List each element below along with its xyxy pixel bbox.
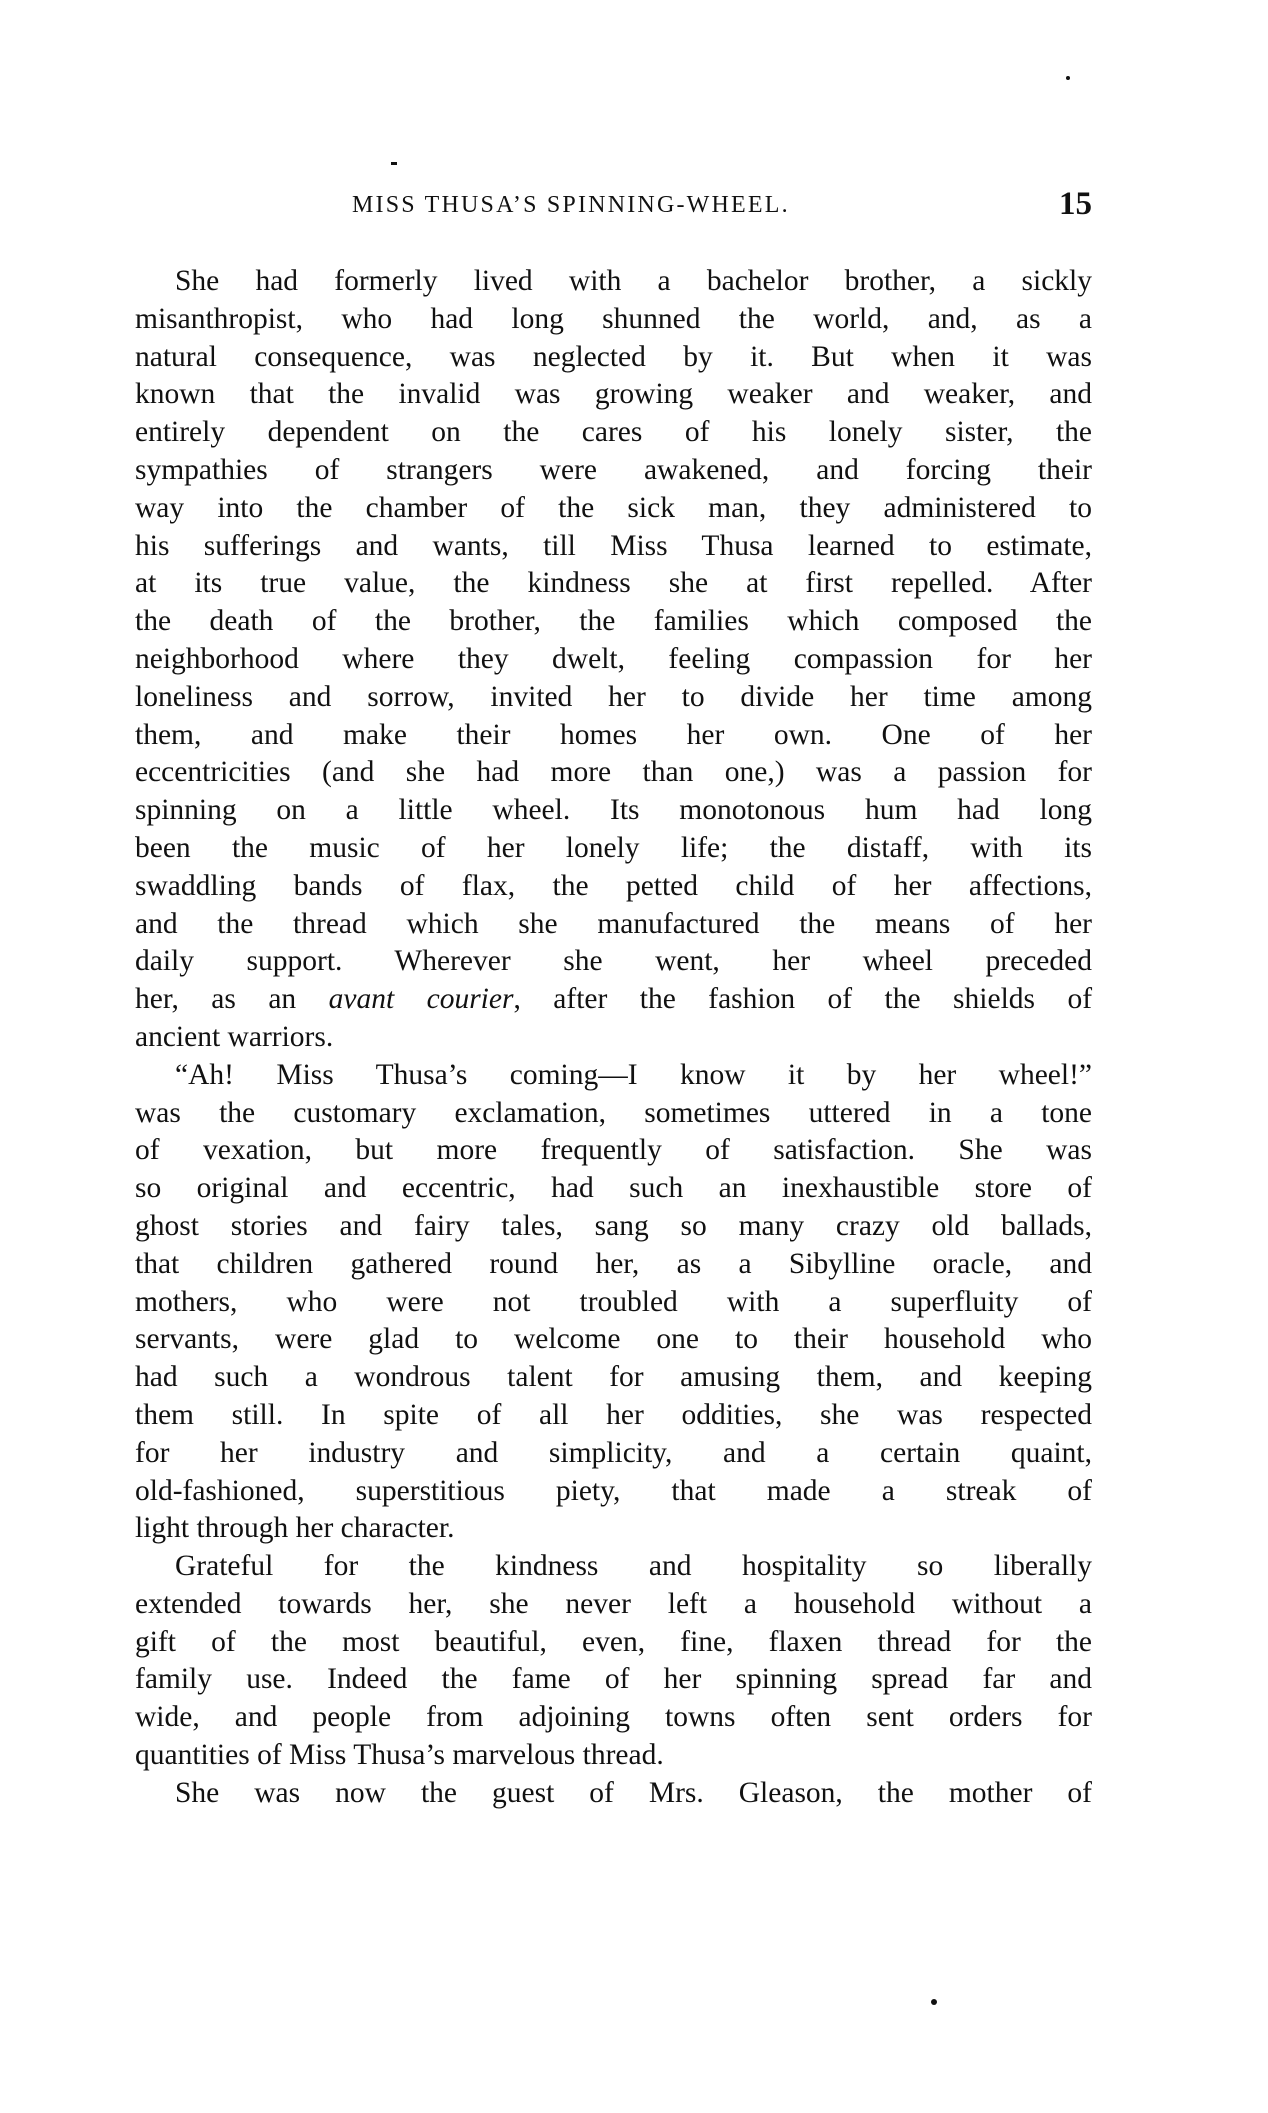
text-line: wide, and people from adjoining towns often sent orders for bbox=[135, 1701, 1092, 1734]
text-run: her, as an bbox=[135, 983, 329, 1016]
text-line: swaddling bands of flax, the petted child of her affections, bbox=[135, 869, 1092, 902]
paragraph bbox=[135, 1775, 1092, 1813]
text-line: gift of the most beautiful, even, fine, flaxen thread for the bbox=[135, 1625, 1092, 1658]
text-line: Grateful for the kindness and hospitality so liberally bbox=[175, 1550, 1092, 1583]
text-line: so original and eccentric, had such an inexhaustible store of bbox=[135, 1172, 1092, 1205]
text-line: neighborhood where they dwelt, feeling compassion for her bbox=[135, 642, 1092, 675]
text-line: spinning on a little wheel. Its monotonous hum had long bbox=[135, 794, 1092, 827]
text-line: at its true value, the kindness she at first repelled. After bbox=[135, 567, 1092, 600]
text-line: them, and make their homes her own. One of her bbox=[135, 718, 1092, 751]
running-title: MISS THUSA’S SPINNING-WHEEL. bbox=[352, 192, 790, 218]
text-line: natural consequence, was neglected by it. But when it was bbox=[135, 340, 1092, 373]
text-line: for her industry and simplicity, and a certain quaint, bbox=[135, 1436, 1092, 1469]
paragraph bbox=[135, 1548, 1092, 1775]
text-run: , after the fashion of the shields of bbox=[513, 983, 1093, 1016]
text-line: old-fashioned, superstitious piety, that made a streak of bbox=[135, 1474, 1092, 1507]
text-line: ghost stories and fairy tales, sang so many crazy old ballads, bbox=[135, 1209, 1092, 1242]
text-line: family use. Indeed the fame of her spinning spread far and bbox=[135, 1663, 1092, 1696]
text-line: misanthropist, who had long shunned the world, and, as a bbox=[135, 302, 1092, 335]
paragraph bbox=[135, 263, 1092, 1057]
text-line: She was now the guest of Mrs. Gleason, the mother of bbox=[175, 1776, 1092, 1809]
text-line: daily support. Wherever she went, her wheel preceded bbox=[135, 945, 1092, 978]
italic-phrase: avant courier bbox=[328, 983, 514, 1016]
text-line: been the music of her lonely life; the distaff, with its bbox=[135, 831, 1092, 864]
body-text bbox=[135, 263, 1092, 1813]
text-line: had such a wondrous talent for amusing them, and keeping bbox=[135, 1361, 1092, 1394]
text-line: them still. In spite of all her oddities, she was respected bbox=[135, 1398, 1092, 1431]
running-head bbox=[135, 186, 1092, 222]
text-line-with-italic bbox=[135, 981, 1092, 1019]
text-line: that children gathered round her, as a Sibylline oracle, and bbox=[135, 1247, 1092, 1280]
text-line: eccentricities (and she had more than one,) was a passion for bbox=[135, 756, 1092, 789]
page-number: 15 bbox=[1059, 186, 1092, 222]
text-line: extended towards her, she never left a household without a bbox=[135, 1587, 1092, 1620]
text-line: his sufferings and wants, till Miss Thusa learned to estimate, bbox=[135, 529, 1092, 562]
text-line: She had formerly lived with a bachelor brother, a sickly bbox=[175, 265, 1092, 297]
text-line: servants, were glad to welcome one to their household who bbox=[135, 1323, 1092, 1356]
scan-speck bbox=[391, 162, 397, 165]
text-line: and the thread which she manufactured the means of her bbox=[135, 907, 1092, 940]
text-line: way into the chamber of the sick man, they administered to bbox=[135, 491, 1092, 524]
scan-speck bbox=[931, 1999, 937, 2005]
text-line: known that the invalid was growing weaker and weaker, and bbox=[135, 378, 1092, 411]
text-line: mothers, who were not troubled with a superfluity of bbox=[135, 1285, 1092, 1318]
text-line: light through her character. bbox=[135, 1512, 455, 1545]
text-line: quantities of Miss Thusa’s marvelous thread. bbox=[135, 1739, 664, 1772]
text-line: ancient warriors. bbox=[135, 1020, 334, 1053]
scan-speck bbox=[1066, 76, 1070, 80]
text-line: the death of the brother, the families which composed the bbox=[135, 605, 1092, 638]
text-line: of vexation, but more frequently of satisfaction. She was bbox=[135, 1134, 1092, 1167]
paragraph bbox=[135, 1057, 1092, 1548]
text-line: entirely dependent on the cares of his lonely sister, the bbox=[135, 416, 1092, 449]
text-line: loneliness and sorrow, invited her to divide her time among bbox=[135, 680, 1092, 713]
text-line: sympathies of strangers were awakened, and forcing their bbox=[135, 453, 1092, 486]
text-line: was the customary exclamation, sometimes uttered in a tone bbox=[135, 1096, 1092, 1129]
text-line: “Ah! Miss Thusa’s coming—I know it by her wheel!” bbox=[175, 1058, 1092, 1091]
